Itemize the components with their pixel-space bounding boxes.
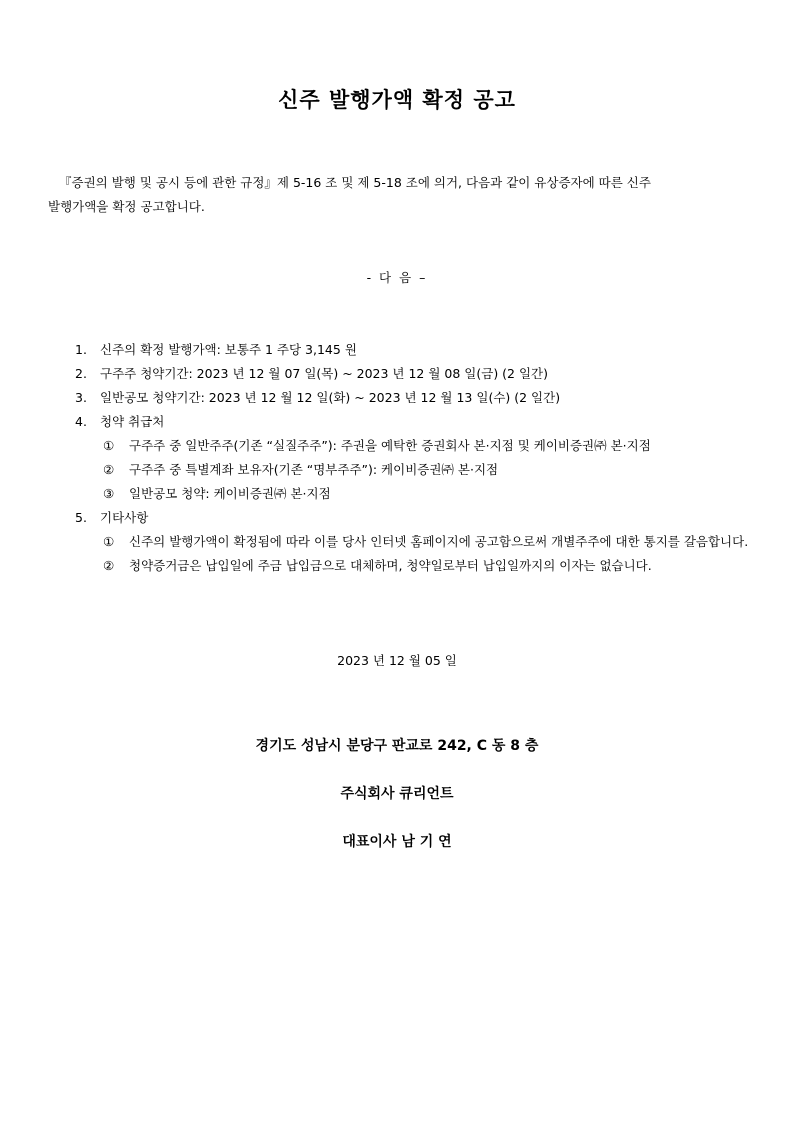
item-number: 5. bbox=[75, 510, 87, 525]
intro-line-1: 『증권의 발행 및 공시 등에 관한 규정』제 5-16 조 및 제 5-18 조에 의거, 다음과 같이 유상증자에 따른 신주 bbox=[59, 175, 651, 190]
intro-line-2: 발행가액을 확정 공고합니다. bbox=[48, 199, 205, 214]
list-item bbox=[75, 386, 755, 410]
notice-items bbox=[75, 338, 755, 578]
sub-item-number: ① bbox=[103, 438, 115, 453]
item-text: 일반공모 청약기간: 2023 년 12 월 12 일(화) ~ 2023 년 12 월 13 일(수) (2 일간) bbox=[100, 390, 561, 405]
sub-item-number: ② bbox=[103, 462, 115, 477]
sub-item-text: 일반공모 청약: 케이비증권㈜ 본·지점 bbox=[129, 486, 331, 501]
item-text: 신주의 확정 발행가액: 보통주 1 주당 3,145 원 bbox=[100, 342, 357, 357]
sub-list-item bbox=[75, 434, 755, 458]
item-number: 2. bbox=[75, 366, 87, 381]
list-item bbox=[75, 338, 755, 362]
sub-item-text: 구주주 중 일반주주(기존 “실질주주”): 주권을 예탁한 증권회사 본·지점 및 케이비증권㈜ 본·지점 bbox=[129, 438, 651, 453]
list-item bbox=[75, 506, 755, 530]
section-separator: - 다 음 – bbox=[366, 270, 428, 285]
company-name: 주식회사 큐리언트 bbox=[340, 786, 454, 802]
list-item bbox=[75, 410, 755, 434]
item-number: 3. bbox=[75, 390, 87, 405]
item-number: 1. bbox=[75, 342, 87, 357]
sub-item-text: 청약증거금은 납입일에 주금 납입금으로 대체하며, 청약일로부터 납입일까지의 이자는 없습니다. bbox=[129, 558, 652, 573]
sub-item-number: ② bbox=[103, 558, 115, 573]
sub-item-number: ③ bbox=[103, 486, 115, 501]
sub-list-item bbox=[75, 554, 755, 578]
item-number: 4. bbox=[75, 414, 87, 429]
sub-list-item bbox=[75, 458, 755, 482]
sub-item-text: 신주의 발행가액이 확정됨에 따라 이를 당사 인터넷 홈페이지에 공고함으로써 개별주주에 대한 통지를 갈음합니다. bbox=[129, 534, 749, 549]
page-title: 신주 발행가액 확정 공고 bbox=[278, 88, 516, 112]
sub-list-item bbox=[75, 482, 755, 506]
item-text: 기타사항 bbox=[100, 510, 149, 525]
sub-item-text: 구주주 중 특별계좌 보유자(기존 “명부주주”): 케이비증권㈜ 본·지점 bbox=[129, 462, 499, 477]
ceo-name: 대표이사 남 기 연 bbox=[342, 834, 452, 850]
sub-list-item bbox=[75, 530, 755, 554]
item-text: 청약 취급처 bbox=[100, 414, 165, 429]
notice-date: 2023 년 12 월 05 일 bbox=[337, 653, 457, 668]
intro-paragraph bbox=[48, 171, 746, 219]
list-item bbox=[75, 362, 755, 386]
sub-item-number: ① bbox=[103, 534, 115, 549]
item-text: 구주주 청약기간: 2023 년 12 월 07 일(목) ~ 2023 년 12 월 08 일(금) (2 일간) bbox=[100, 366, 548, 381]
company-address: 경기도 성남시 분당구 판교로 242, C 동 8 층 bbox=[255, 738, 539, 754]
